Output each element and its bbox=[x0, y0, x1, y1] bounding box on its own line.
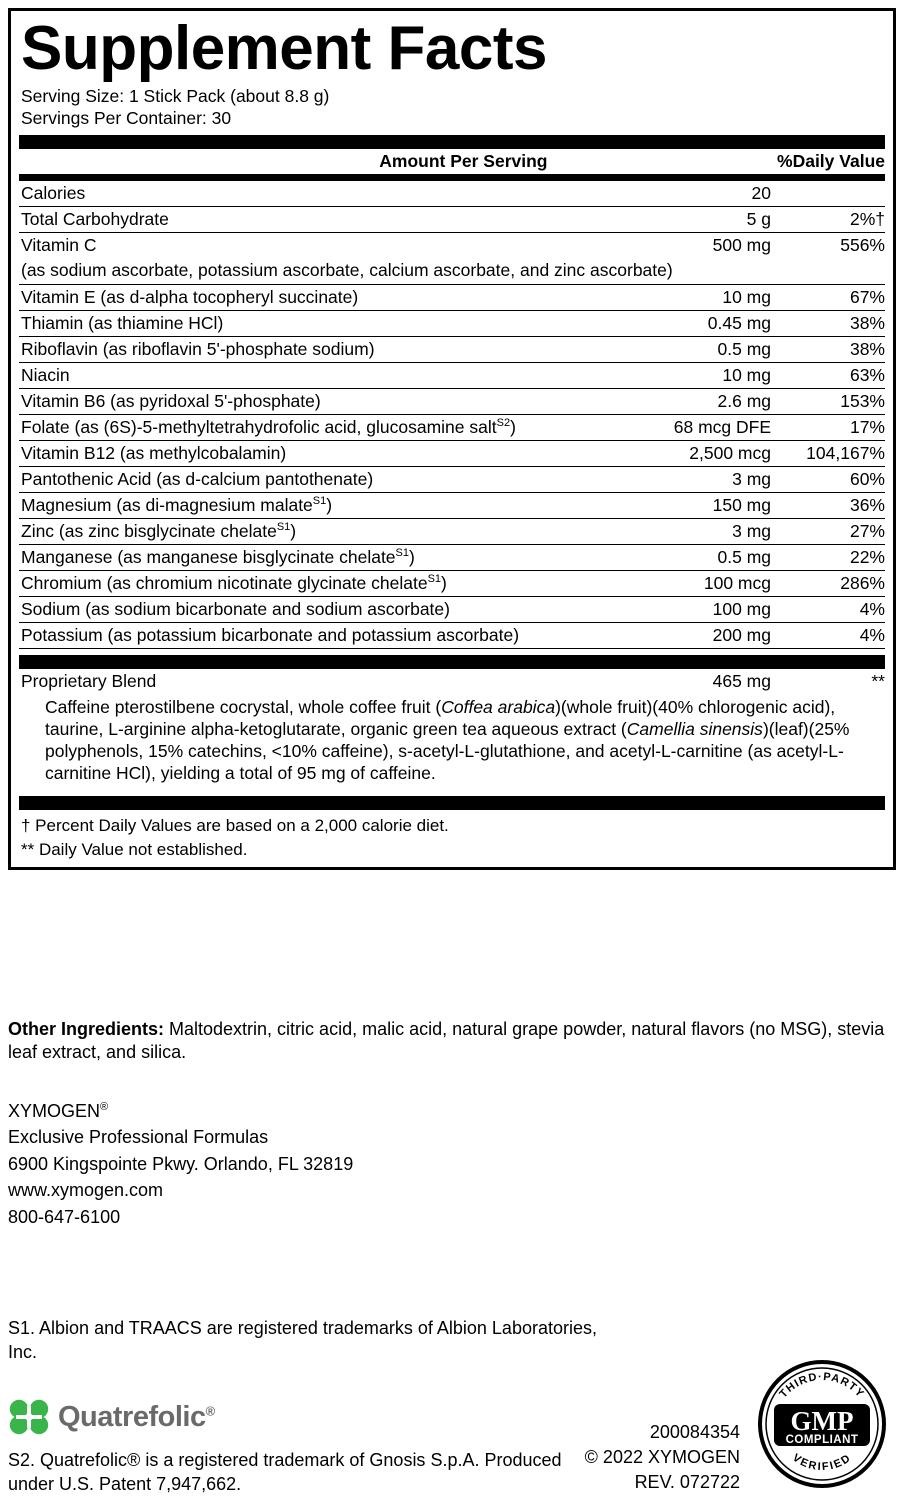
nutrient-daily-value: 36% bbox=[771, 492, 885, 518]
registered-mark-quatrefolic: ® bbox=[205, 1402, 215, 1418]
divider-thick-top bbox=[19, 135, 885, 149]
serving-size-text: Serving Size: 1 Stick Pack (about 8.8 g) bbox=[21, 85, 330, 106]
company-tagline: Exclusive Professional Formulas bbox=[8, 1127, 269, 1148]
nutrient-daily-value: 17% bbox=[771, 414, 885, 440]
nutrient-name: Chromium (as chromium nicotinate glycinate chelate$^{S1}$) bbox=[19, 570, 619, 596]
product-codes bbox=[560, 1420, 740, 1494]
blend-text-part-2: )(whole fruit)(40% chlorogenic acid), taurine, L-arginine alpha-ketoglutarate, organic green tea aqueous extract ( bbox=[45, 696, 836, 740]
header-amount-per-serving: Amount Per Serving bbox=[25, 149, 547, 175]
table-row bbox=[19, 570, 885, 596]
page-title: Supplement Facts bbox=[21, 14, 547, 83]
nutrient-name: Magnesium (as di-magnesium malate$^{S1}$) bbox=[19, 492, 619, 518]
footnote-daily-values: † Percent Daily Values are based on a 2,000 calorie diet. bbox=[21, 816, 449, 836]
nutrient-amount: 500 mg bbox=[712, 235, 771, 256]
gmp-seal-sub-text: COMPLIANT bbox=[785, 1434, 859, 1446]
nutrient-name: Vitamin B12 (as methylcobalamin) bbox=[19, 440, 619, 466]
nutrient-daily-value: 153% bbox=[771, 388, 885, 414]
nutrient-rows bbox=[19, 181, 885, 649]
trademark-ref: S1 bbox=[276, 521, 291, 534]
nutrient-daily-value: 27% bbox=[771, 518, 885, 544]
quatrefolic-logo bbox=[8, 1398, 215, 1436]
nutrient-amount: 68 mcg DFE bbox=[619, 414, 771, 440]
other-ingredients-label: Other Ingredients: bbox=[8, 1019, 165, 1039]
other-ingredients bbox=[8, 1018, 898, 1064]
nutrient-name: Sodium (as sodium bicarbonate and sodium ascorbate) bbox=[19, 596, 619, 622]
trademark-note-s2: S2. Quatrefolic® is a registered trademark of Gnosis S.p.A. Produced under U.S. Patent 7,947,662. bbox=[8, 1450, 562, 1495]
gmp-seal-top-text: THIRD·PARTY bbox=[777, 1370, 867, 1401]
gmp-seal bbox=[756, 1358, 888, 1490]
nutrient-daily-value: 38% bbox=[771, 310, 885, 336]
trademark-ref: S2 bbox=[496, 417, 511, 430]
company-website: www.xymogen.com bbox=[8, 1180, 164, 1201]
nutrient-name: Zinc (as zinc bisglycinate chelate$^{S1}$) bbox=[19, 518, 619, 544]
quatrefolic-wordmark: Quatrefolic® bbox=[58, 1400, 215, 1433]
blend-botanical-name-1: Coffea arabica bbox=[441, 696, 556, 717]
registered-mark: ® bbox=[100, 1101, 109, 1113]
table-row bbox=[19, 622, 885, 648]
blend-text-part-3: )(leaf)(25% polyphenols, 15% catechins, <10% caffeine), s-acetyl-L-glutathione, and acetyl-L-carnitine (as acetyl-L-carnitine HCl), yielding a total of 95 mg of caffeine. bbox=[45, 719, 850, 784]
table-row bbox=[19, 233, 885, 259]
table-row bbox=[19, 388, 885, 414]
blend-text-part-1: Caffeine pterostilbene cocrystal, whole coffee fruit ( bbox=[45, 696, 442, 717]
nutrient-daily-value: 2%† bbox=[771, 207, 885, 233]
nutrient-name: Calories bbox=[19, 181, 619, 207]
nutrient-daily-value: 60% bbox=[771, 466, 885, 492]
nutrient-source-note: (as sodium ascorbate, potassium ascorbate, calcium ascorbate, and zinc ascorbate) bbox=[19, 258, 885, 284]
gmp-seal-bottom-text: VERIFIED bbox=[790, 1451, 854, 1474]
nutrient-name: Vitamin B6 (as pyridoxal 5'-phosphate) bbox=[19, 388, 619, 414]
clover-icon bbox=[8, 1398, 50, 1436]
trademark-ref: S1 bbox=[427, 573, 442, 586]
nutrient-daily-value: 67% bbox=[771, 284, 885, 310]
nutrient-amount: 10 mg bbox=[619, 362, 771, 388]
blend-botanical-name-2: Camellia sinensis bbox=[626, 719, 763, 740]
nutrient-amount: 0.5 mg bbox=[619, 544, 771, 570]
company-address: 6900 Kingspointe Pkwy. Orlando, FL 32819 bbox=[8, 1153, 354, 1174]
other-ingredients-text: Maltodextrin, citric acid, malic acid, natural grape powder, natural flavors (no MSG), stevia leaf extract, and silica. bbox=[8, 1019, 885, 1063]
nutrient-daily-value: 286% bbox=[771, 570, 885, 596]
table-row bbox=[19, 466, 885, 492]
nutrient-source-note-row bbox=[19, 258, 885, 284]
gmp-seal-icon bbox=[756, 1358, 888, 1490]
table-row bbox=[19, 544, 885, 570]
table-row bbox=[19, 596, 885, 622]
nutrient-amount: 150 mg bbox=[619, 492, 771, 518]
nutrient-name: Vitamin C bbox=[21, 235, 97, 256]
copyright-text: © 2022 XYMOGEN bbox=[584, 1446, 740, 1467]
table-row bbox=[19, 492, 885, 518]
blend-amount: 465 mg bbox=[712, 670, 771, 691]
nutrient-amount: 100 mcg bbox=[619, 570, 771, 596]
nutrient-name: Pantothenic Acid (as d-calcium pantothenate) bbox=[19, 466, 619, 492]
trademark-note-s1: S1. Albion and TRAACS are registered trademarks of Albion Laboratories, Inc. bbox=[8, 1318, 597, 1363]
nutrient-name: Thiamin (as thiamine HCl) bbox=[19, 310, 619, 336]
nutrient-daily-value: 22% bbox=[771, 544, 885, 570]
nutrient-amount: 20 bbox=[619, 181, 771, 207]
divider-before-blend bbox=[19, 655, 885, 669]
nutrient-amount: 10 mg bbox=[619, 284, 771, 310]
table-row bbox=[19, 181, 885, 207]
table-row bbox=[19, 284, 885, 310]
blend-name: Proprietary Blend bbox=[21, 670, 157, 691]
table-row bbox=[19, 336, 885, 362]
header-daily-value: %Daily Value bbox=[547, 149, 885, 175]
nutrient-name: Manganese (as manganese bisglycinate chelate$^{S1}$) bbox=[19, 544, 619, 570]
proprietary-blend-table bbox=[19, 669, 885, 694]
table-row bbox=[19, 362, 885, 388]
table-row bbox=[19, 414, 885, 440]
company-block bbox=[8, 1098, 353, 1230]
nutrient-amount: 0.5 mg bbox=[619, 336, 771, 362]
table-row bbox=[19, 207, 885, 233]
nutrient-amount: 3 mg bbox=[619, 466, 771, 492]
blend-daily-value: ** bbox=[871, 670, 885, 691]
revision-text: REV. 072722 bbox=[634, 1471, 740, 1492]
nutrient-amount: 0.45 mg bbox=[619, 310, 771, 336]
nutrient-amount: 200 mg bbox=[619, 622, 771, 648]
nutrient-daily-value: 38% bbox=[771, 336, 885, 362]
nutrient-daily-value: 63% bbox=[771, 362, 885, 388]
trademark-ref: S1 bbox=[312, 495, 327, 508]
blend-row bbox=[19, 669, 885, 694]
nutrient-amount: 100 mg bbox=[619, 596, 771, 622]
company-phone: 800-647-6100 bbox=[8, 1206, 121, 1227]
item-number: 200084354 bbox=[649, 1422, 740, 1442]
nutrient-amount: 2,500 mcg bbox=[619, 440, 771, 466]
table-row bbox=[19, 518, 885, 544]
nutrient-daily-value bbox=[771, 181, 885, 207]
nutrient-daily-value: 104,167% bbox=[771, 440, 885, 466]
footnote-not-established: ** Daily Value not established. bbox=[21, 840, 248, 860]
nutrient-name: Niacin bbox=[19, 362, 619, 388]
blend-description bbox=[19, 694, 885, 790]
nutrient-amount: 5 g bbox=[619, 207, 771, 233]
table-row bbox=[19, 440, 885, 466]
nutrient-amount: 2.6 mg bbox=[619, 388, 771, 414]
table-row bbox=[19, 310, 885, 336]
nutrition-table bbox=[19, 149, 885, 175]
nutrient-name: Folate (as (6S)-5-methyltetrahydrofolic acid, glucosamine salt$^{S2}$) bbox=[19, 414, 619, 440]
trademark-ref: S1 bbox=[395, 547, 410, 560]
nutrient-name: Total Carbohydrate bbox=[19, 207, 619, 233]
company-name: XYMOGEN® bbox=[8, 1101, 109, 1121]
nutrient-daily-value: 4% bbox=[771, 622, 885, 648]
table-header-row bbox=[19, 149, 885, 175]
nutrient-amount: 3 mg bbox=[619, 518, 771, 544]
supplement-facts-panel bbox=[8, 8, 896, 870]
nutrient-name: Vitamin E (as d-alpha tocopheryl succinate) bbox=[19, 284, 619, 310]
nutrient-name: Potassium (as potassium bicarbonate and potassium ascorbate) bbox=[19, 622, 619, 648]
nutrient-daily-value: 556% bbox=[840, 235, 885, 256]
nutrient-daily-value: 4% bbox=[771, 596, 885, 622]
nutrient-name: Riboflavin (as riboflavin 5'-phosphate sodium) bbox=[19, 336, 619, 362]
servings-per-container-text: Servings Per Container: 30 bbox=[21, 107, 232, 128]
gmp-seal-main-text: GMP bbox=[790, 1406, 854, 1436]
divider-before-footnotes bbox=[19, 796, 885, 810]
